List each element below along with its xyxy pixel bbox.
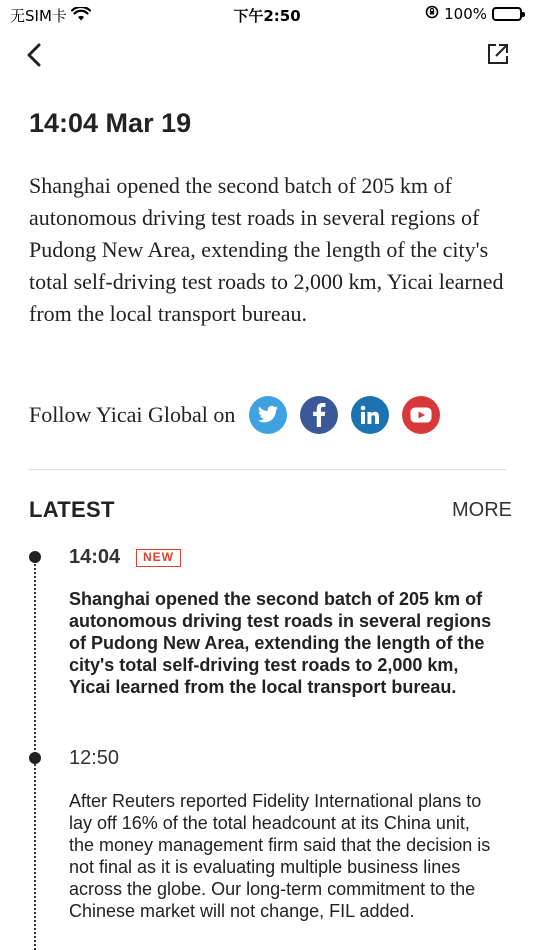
article-time: 14:04 Mar 19	[29, 108, 192, 138]
latest-item-time: 12:50	[69, 747, 120, 769]
battery-percent: 100%	[444, 5, 487, 23]
back-button[interactable]	[20, 40, 50, 70]
nav-bar	[0, 36, 534, 76]
share-button[interactable]	[484, 40, 512, 68]
new-badge: NEW	[136, 549, 181, 567]
youtube-button[interactable]	[402, 396, 440, 434]
chevron-left-icon	[20, 40, 50, 70]
rotation-lock-icon	[425, 5, 439, 23]
linkedin-button[interactable]	[351, 396, 389, 434]
follow-label: Follow Yicai Global on	[29, 402, 236, 427]
youtube-icon	[410, 407, 432, 423]
timeline-dot	[29, 551, 41, 563]
facebook-button[interactable]	[300, 396, 338, 434]
linkedin-icon	[360, 405, 380, 425]
timeline-dot	[29, 752, 41, 764]
latest-item-text[interactable]: After Reuters reported Fidelity International plans to lay off 16% of the total headcount at its China unit, the money management firm said that the decision is not final as it is evaluating multiple business lines across the globe. Our long-term commitment to the Chinese market will not change, FIL added.	[69, 791, 491, 921]
latest-item-time: 14:04	[69, 546, 121, 568]
more-link[interactable]: MORE	[452, 499, 512, 521]
latest-item-text[interactable]: Shanghai opened the second batch of 205 km of autonomous driving test roads in several regions of Pudong New Area, extending the length of the city's total self-driving test roads to 2,000 km, Yicai learned from the local transport bureau.	[69, 589, 492, 697]
status-time: 下午2:50	[233, 7, 301, 25]
battery-icon	[492, 7, 522, 21]
carrier-label: 无SIM卡	[10, 7, 67, 25]
follow-row	[29, 396, 453, 434]
twitter-icon	[257, 405, 279, 425]
status-bar	[0, 0, 534, 28]
facebook-icon	[312, 403, 326, 427]
article-body: Shanghai opened the second batch of 205 km of autonomous driving test roads in several regions of Pudong New Area, extending the length of the city's total self-driving test roads to 2,000 km, Yicai learned from the local transport bureau.	[29, 173, 504, 326]
external-share-icon	[484, 40, 512, 68]
latest-title: LATEST	[29, 497, 115, 522]
twitter-button[interactable]	[249, 396, 287, 434]
section-divider	[29, 469, 506, 470]
